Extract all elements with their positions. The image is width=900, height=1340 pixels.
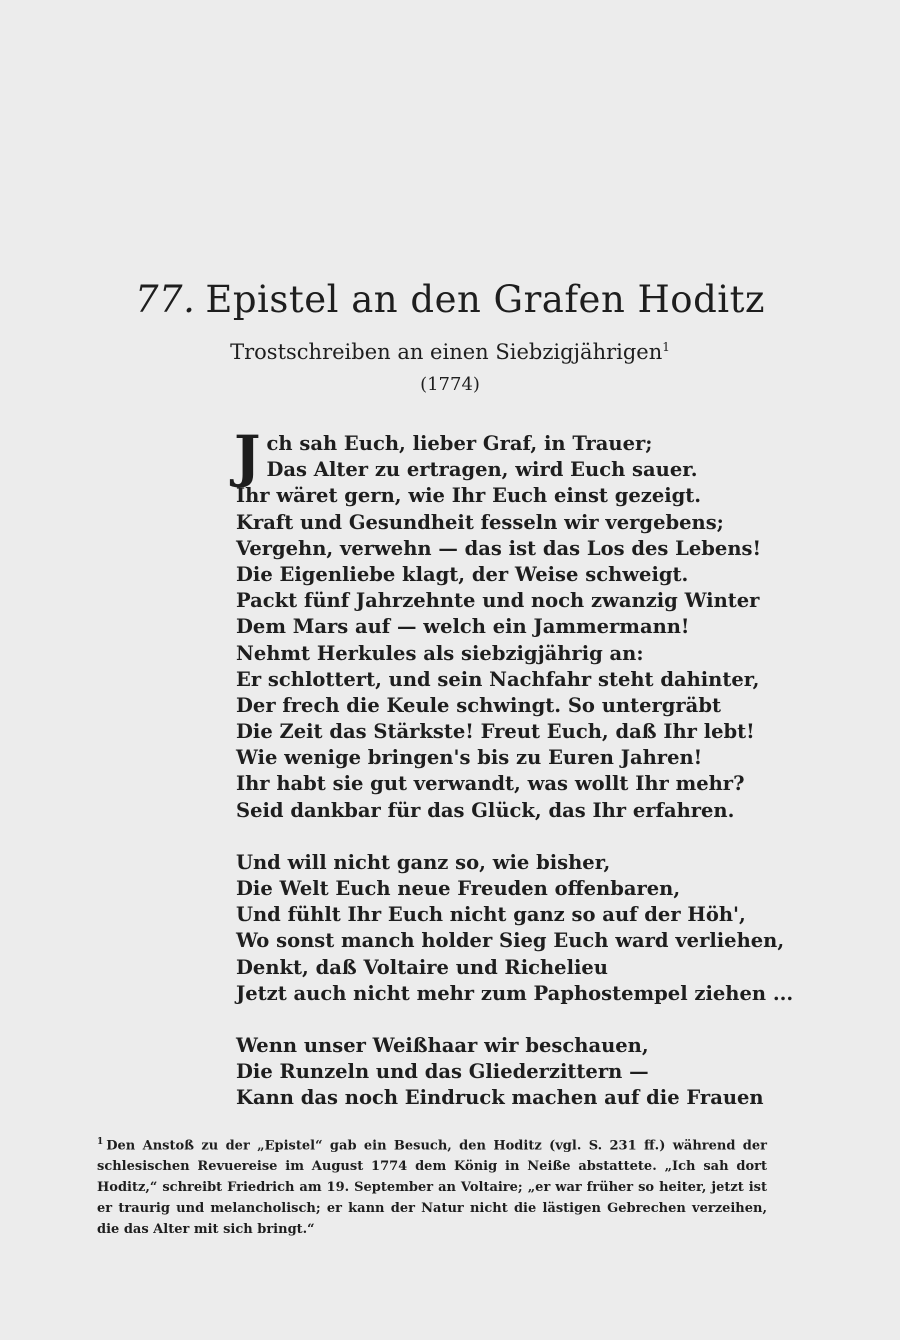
poem-line: Kraft und Gesundheit fesseln wir vergebens; <box>236 510 724 534</box>
poem-line: Nehmt Herkules als siebzigjährig an: <box>236 641 644 665</box>
poem-body <box>234 424 794 1112</box>
footnote <box>97 1132 767 1240</box>
poem-line: Denkt, daß Voltaire und Richelieu <box>236 955 608 979</box>
poem-line-text: ch sah Euch, lieber Graf, in Trauer; <box>266 432 653 455</box>
poem-line: Wie wenige bringen's bis zu Euren Jahren! <box>236 746 703 770</box>
poem-line: Ihr habt sie gut verwandt, was wollt Ihr mehr? <box>236 772 745 796</box>
poem-line: Der frech die Keule schwingt. So untergräbt <box>236 693 721 717</box>
poem-subtitle <box>0 340 900 364</box>
poem-line: Vergehn, verwehn — das ist das Los des Lebens! <box>236 536 762 560</box>
poem-line: Wo sonst manch holder Sieg Euch ward verliehen, <box>236 929 785 953</box>
poem-line: Kann das noch Eindruck machen auf die Frauen <box>236 1086 764 1110</box>
footnote-reference: 1 <box>662 340 670 354</box>
poem-line: Dem Mars auf — welch ein Jammermann! <box>236 615 690 639</box>
poem-line: Er schlottert, und sein Nachfahr steht dahinter, <box>236 667 760 691</box>
footnote-text: Den Anstoß zu der „Epistel“ gab ein Besuch, den Hoditz (vgl. S. 231 ff.) während der schlesischen Revuereise im August 1774 dem König in Neiße abstattete. „Ich sah dort Hoditz,“ schreibt Friedrich am 19. September an Voltaire; „er war früher so heiter, jetzt ist er traurig und melancholisch; er kann der Natur nicht die lästigen Gebrechen verzeihen, die das Alter mit sich bringt.“ <box>97 1138 767 1238</box>
poem-line: Die Welt Euch neue Freuden offenbaren, <box>236 877 681 900</box>
stanza-1 <box>236 483 762 823</box>
poem-line: Packt fünf Jahrzehnte und noch zwanzig Winter <box>236 589 760 613</box>
poem-line: Die Eigenliebe klagt, der Weise schweigt. <box>236 562 689 586</box>
poem-year: (1774) <box>420 374 480 395</box>
poem-line: Seid dankbar für das Glück, das Ihr erfahren. <box>236 798 735 822</box>
poem-line: Die Runzeln und das Gliederzittern — <box>236 1060 649 1084</box>
poem-subtitle-text: Trostschreiben an einen Siebzigjährigen <box>230 340 663 364</box>
footnote-mark: 1 <box>97 1137 104 1147</box>
poem-line: Ihr wäret gern, wie Ihr Euch einst gezeigt. <box>236 484 702 508</box>
poem-line: Und will nicht ganz so, wie bisher, <box>236 850 611 874</box>
poem-line: Die Zeit das Stärkste! Freut Euch, daß Ihr lebt! <box>236 720 755 744</box>
drop-cap: J <box>234 424 261 490</box>
poem-title <box>0 278 900 321</box>
poem-line: Wenn unser Weißhaar wir beschauen, <box>236 1033 649 1057</box>
stanza-break <box>236 824 676 850</box>
poem-title-text: Epistel an den Grafen Hoditz <box>205 278 765 321</box>
stanza-2 <box>236 850 794 1007</box>
stanza-break <box>236 1007 676 1033</box>
poem-number: 77. <box>135 278 196 321</box>
stanza-3 <box>236 1033 764 1112</box>
poem-line: Das Alter zu ertragen, wird Euch sauer. <box>266 458 698 482</box>
poem-line: Und fühlt Ihr Euch nicht ganz so auf der Höh', <box>236 903 746 927</box>
poem-line: Jetzt auch nicht mehr zum Paphostempel ziehen ... <box>236 981 794 1005</box>
